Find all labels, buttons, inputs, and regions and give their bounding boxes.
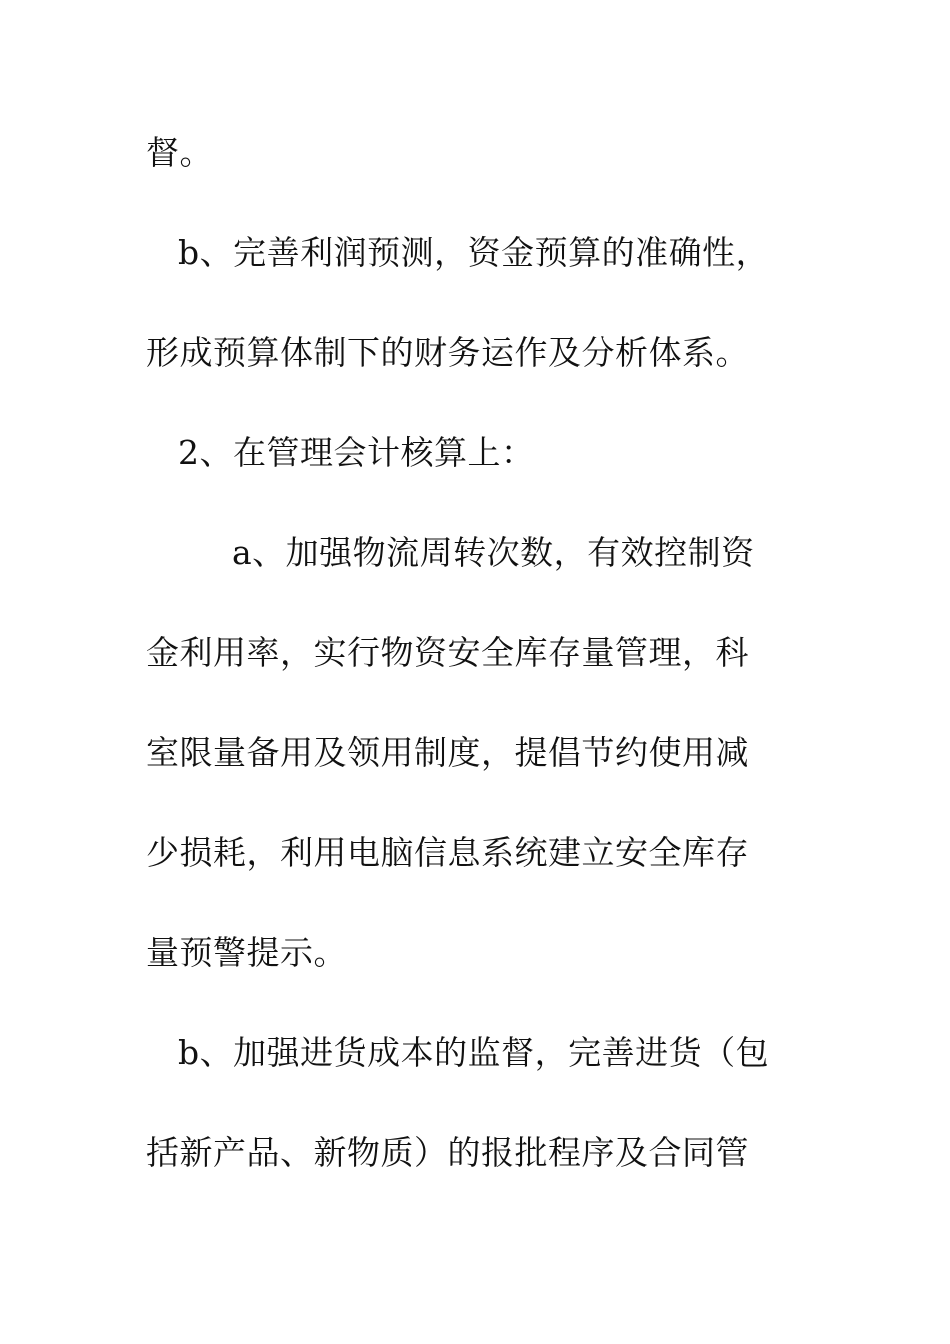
paragraph-line-6: 金利用率，实行物资安全库存量管理，科 bbox=[146, 633, 749, 672]
section-heading: 2、在管理会计核算上： bbox=[178, 433, 535, 472]
paragraph-line-10: b、加强进货成本的监督，完善进货（包 bbox=[178, 1033, 770, 1072]
paragraph-line-7: 室限量备用及领用制度，提倡节约使用减 bbox=[146, 733, 749, 772]
paragraph-line-2: b、完善利润预测，资金预算的准确性， bbox=[178, 233, 770, 272]
paragraph-line-5: a、加强物流周转次数，有效控制资 bbox=[232, 533, 755, 572]
paragraph-line-9: 量预警提示。 bbox=[146, 933, 347, 972]
paragraph-line-11: 括新产品、新物质）的报批程序及合同管 bbox=[146, 1133, 749, 1172]
paragraph-line-8: 少损耗，利用电脑信息系统建立安全库存 bbox=[146, 833, 749, 872]
paragraph-line-1: 督。 bbox=[146, 133, 213, 172]
paragraph-line-3: 形成预算体制下的财务运作及分析体系。 bbox=[146, 333, 749, 372]
